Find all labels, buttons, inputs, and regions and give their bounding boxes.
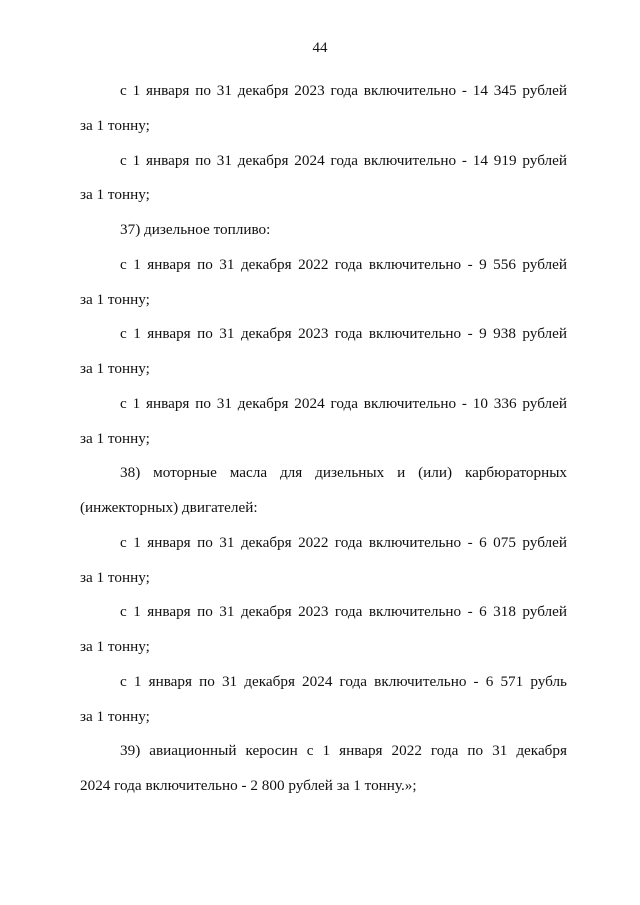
document-line: за 1 тонну; [80,429,150,447]
document-line: за 1 тонну; [80,290,150,308]
document-line: за 1 тонну; [80,116,150,134]
document-line: с 1 января по 31 декабря 2022 года включительно - 9 556 рублей [120,255,567,273]
document-line: с 1 января по 31 декабря 2023 года включительно - 6 318 рублей [120,603,567,621]
document-line: за 1 тонну; [80,568,150,586]
document-line: за 1 тонну; [80,638,150,655]
document-line: 39) авиационный керосин с 1 января 2022 года по 31 декабря [120,742,567,760]
document-line: 2024 года включительно - 2 800 рублей за 1 тонну.»; [80,777,417,794]
page-number: 44 [312,40,328,56]
document-line: за 1 тонну; [80,707,150,725]
document-line: 37) дизельное топливо: [120,221,271,238]
document-line: за 1 тонну; [80,186,150,204]
document-line: с 1 января по 31 декабря 2022 года включительно - 6 075 рублей [120,533,567,551]
document-line: 38) моторные масла для дизельных и (или) карбюраторных [120,464,567,482]
document-line: с 1 января по 31 декабря 2024 года включительно - 6 571 рубль [120,672,567,690]
document-line: за 1 тонну; [80,360,150,377]
document-line: с 1 января по 31 декабря 2024 года включительно - 14 919 рублей [120,151,567,169]
document-line: с 1 января по 31 декабря 2024 года включительно - 10 336 рублей [120,394,567,412]
document-line: (инжекторных) двигателей: [80,499,258,516]
document-body [80,74,567,804]
document-line: с 1 января по 31 декабря 2023 года включительно - 9 938 рублей [120,325,567,343]
document-line: с 1 января по 31 декабря 2023 года включительно - 14 345 рублей [120,82,567,99]
